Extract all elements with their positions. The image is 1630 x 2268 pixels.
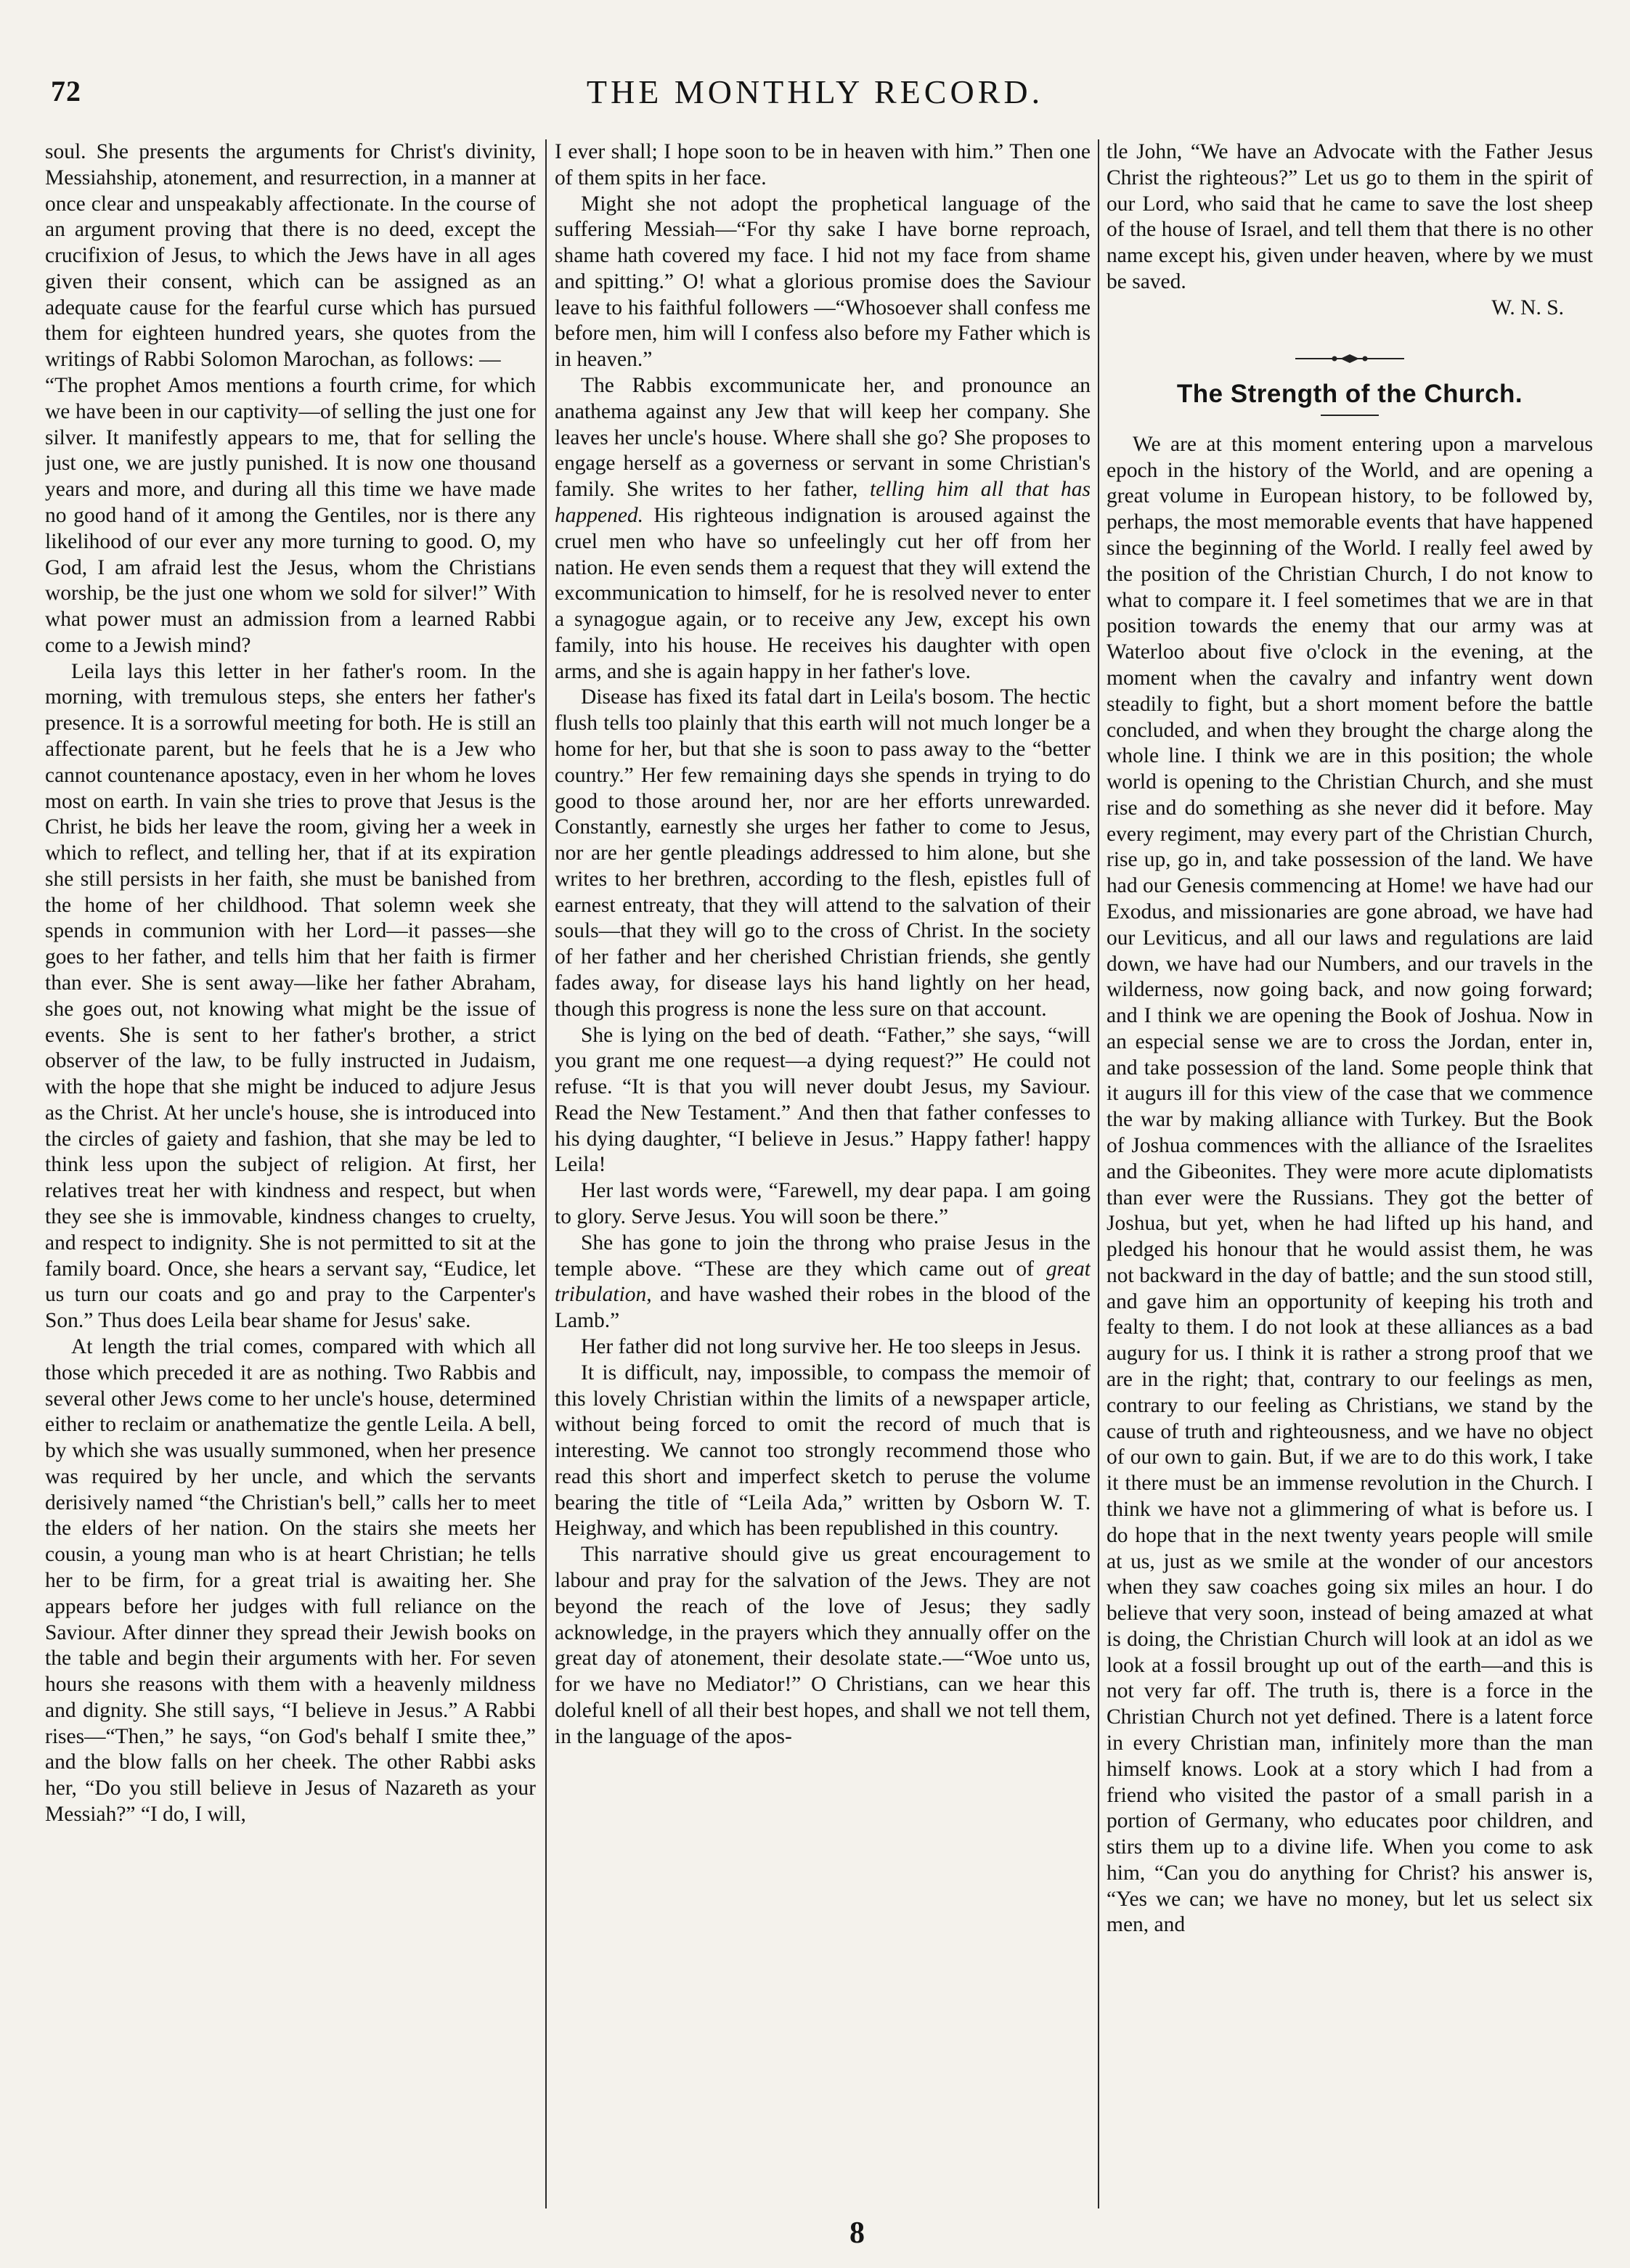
text-column-left [45, 139, 536, 2208]
text-run: His righteous indignation is aroused against the cruel men who have so unfeelingly cut her off from her nation. He even sends them a request that they will extend the excommunication to himself, for he is resolved never to enter a synagogue again, or to receive any Jew, except his own family, into his house. He receives his daughter with open arms, and she is again happy in her father's love. [555, 503, 1091, 683]
paragraph: It is difficult, nay, impossible, to compass the memoir of this lovely Christian within the limits of a newspaper article, without being forced to omit the record of much that is interesting. We cannot too strongly recommend those who read this short and imperfect sketch to peruse the volume bearing the title of “Leila Ada,” written by Osborn W. T. Heighway, and which has been republished in this country. [555, 1361, 1091, 1541]
text-run: The Rabbis excommunicate her, and pronounce an anathema against any Jew that will keep her company. She leaves her uncle's house. Where shall she go? She proposes to engage herself as a governess or servant in some Christian's family. She writes to her father, [555, 374, 1091, 502]
paragraph: She is lying on the bed of death. “Father,” she says, “will you grant me one request—a dying request?” He could not refuse. “It is that you will never doubt Jesus, my Saviour. Read the New Testament.” And then that father confesses to his dying daughter, “I believe in Jesus.” Happy father! happy Leila! [555, 1023, 1091, 1177]
paragraph: Her last words were, “Farewell, my dear papa. I am going to glory. Serve Jesus. You will soon be there.” [555, 1179, 1091, 1229]
paragraph: We are at this moment entering upon a marvelous epoch in the history of the World, and are opening a great volume in European history, to be followed by, perhaps, the most memorable events that have happened since the beginning of the World. I really feel awed by the position of the Christian Church, I do not know to what to compare it. I feel sometimes that we are in that position towards the enemy that our army was at Waterloo about five o'clock in the evening, at the moment when the cavalry and infantry went down steadily to fight, but a short moment before the battle concluded, and when they brought the charge along the whole line. I think we are in this position; the whole world is opening to the Christian Church, and she must rise and do something as she never did it before. May every regiment, may every part of the Christian Church, rise up, go in, and take possession of the land. We have had our Genesis commencing at Home! we have had our Exodus, and missionaries are gone abroad, we have had our Leviticus, and all our laws and regulations are laid down, we have had our Numbers, and our travels in the wilderness, now going back, and now going forward; and I think we are opening the Book of Joshua. Now in an especial sense we are to cross the Jordan, enter in, and take possession of the land. Some people think that it augurs ill for this view of the case that we commence the war by making alliance with Turkey. But the Book of Joshua commences with the alliance of the Israelites and the Gibeonites. They were more acute diplomatists than ever were the Russians. They got the better of Joshua, but yet, when he had lifted up his hand, and pledged his honour that he would assist them, he was not backward in the day of battle; and the sun stood still, and gave him an opportunity of keeping his troth and fealty to them. I do not look at these alliances as a bad augury for us. I think it is rather a strong proof that we are in the right; that, contrary to our feelings as men, contrary to our feeling as Christians, we stand by the cause of truth and righteousness, and we have no object of our own to gain. But, if we are to do this work, I take it there must be an immense revolution in the Church. I think we have not a glimmering of what is before us. I do hope that in the next twenty years people will smile at us, just as we smile at the wonder of our ancestors when they saw coaches going six miles an hour. I do believe that very soon, instead of being amazed at what is doing, the Christian Church will look at an idol as we look at a fossil brought up out of the earth—and this is not very far off. The truth is, there is a force in the Christian Church not yet defined. There is a latent force in every Christian man, infinitely more than the man himself knows. Look at a story which I had from a friend who visited the pastor of a small parish in a portion of Germany, who educates poor children, and stirs them up to a divine life. When you come to ask him, “Can you do anything for Christ? his answer is, “Yes we can; we have no money, but let us select six men, and [1107, 432, 1593, 1937]
page-header [51, 73, 1579, 123]
paragraph: soul. She presents the arguments for Christ's divinity, Messiahship, atonement, and resurrection, in a manner at once clear and unspeakably affectionate. In the course of an argument proving that there is no deed, except the crucifixion of Jesus, to which the Jews have in all ages given their consent, which can be assigned as an adequate cause for the fearful curse which has pursued them for eighteen hundred years, she quotes from the writings of Rabbi Solomon Marochan, as follows: — [45, 140, 536, 372]
author-initials: W. N. S. [1491, 295, 1564, 319]
paragraph: Leila lays this letter in her father's room. In the morning, with tremulous steps, she enters her father's presence. It is a sorrowful meeting for both. He is still an affectionate parent, but he feels that he is a Jew who cannot countenance apostacy, even in her whom he loves most on earth. In vain she tries to prove that Jesus is the Christ, he bids her leave the room, giving her a week in which to reflect, and telling her, that if at its expiration she still persists in her faith, she must be banished from the home of her childhood. That solemn week she spends in communion with her Lord—it passes—she goes to her father, and tells him that her faith is firmer than ever. She is sent away—like her father Abraham, she goes out, not knowing what might be the issue of events. She is sent to her father's brother, a strict observer of the law, to be fully instructed in Judaism, with the hope that she might be induced to adjure Jesus as the Christ. At her uncle's house, she is introduced into the circles of gaiety and fashion, that she may be led to think less upon the subject of religion. At first, her relatives treat her with kindness and respect, but when they see she is immovable, kindness changes to cruelty, and respect to indignity. She is not permitted to sit at the family board. Once, she hears a servant say, “Eudice, let us turn our coats and go and pray to the Carpenter's Son.” Thus does Leila bear shame for Jesus' sake. [45, 659, 536, 1333]
quotation-paragraph: “The prophet Amos mentions a fourth crime, for which we have been in our captivity—of selling the just one for silver. It manifestly appears to me, that for selling the just one, we are justly punished. It is now one thousand years and more, and during all this time we have made no good hand of it among the Gentiles, nor is there any likelihood of our ever any more turning to good. O, my God, I am afraid lest the Jesus, whom the Christians worship, be the just one whom we sold for silver!” With what power must an admission from a learned Rabbi come to a Jewish mind? [45, 374, 536, 657]
paragraph: Disease has fixed its fatal dart in Leila's bosom. The hectic flush tells too plainly that this earth will not much longer be a home for her, but that she is soon to pass away to the “better country.” Her few remaining days she spends in trying to do good to those around her, nor are her efforts unrewarded. Constantly, earnestly she urges her father to come to Jesus, nor are her gentle pleadings addressed to him alone, but she writes to her brethren, according to the flesh, epistles full of earnest entreaty, that they will attend to the salvation of their souls—that they will go to the cross of Christ. In the society of her father and her cherished Christian friends, she gently fades away, for disease lays his hand lightly on her head, though this progress is none the less sure on that account. [555, 685, 1091, 1021]
column-rule [1098, 139, 1099, 2208]
paragraph: tle John, “We have an Advocate with the Father Jesus Christ the righteous?” Let us go to them in the spirit of our Lord, who said that he came to save the lost sheep of the house of Israel, and tell them that there is no other name except his, given under heaven, where by we must be saved. [1107, 140, 1593, 293]
article-title: The Strength of the Church. [1176, 380, 1523, 409]
italic-run: great tribulation, [555, 1257, 1091, 1307]
paragraph: At length the trial comes, compared with which all those which preceded it are as nothing. Two Rabbis and several other Jews come to her uncle's house, determined either to reclaim or anathematize the gentle Leila. A bell, by which she was usually summoned, when her presence was required by her uncle, and which the servants derisively named “the Christian's bell,” calls her to meet the elders of her nation. On the stairs she meets her cousin, a young man who is at heart Christian; he tells her to be firm, for a great trial is awaiting her. She appears before her judges with full reliance on the Saviour. After dinner they spread their Jewish books on the table and begin their arguments with her. For seven hours she reasons with them with a heavenly mildness and dignity. She still says, “I believe in Jesus.” A Rabbi rises—“Then,” he says, “on God's behalf I smite thee,” and the blow falls on her cheek. The other Rabbi asks her, “Do you still believe in Jesus of Nazareth as your Messiah?” “I do, I will, [45, 1334, 536, 1826]
printer-signature-mark: 8 [849, 2216, 865, 2250]
running-title: THE MONTHLY RECORD. [586, 73, 1044, 110]
title-rule [1321, 415, 1379, 416]
ornament-divider [1107, 353, 1593, 364]
paragraph: This narrative should give us great encouragement to labour and pray for the salvation of the Jews. They are not beyond the reach of the love of Jesus; they sadly acknowledge, in the prayers which they annually offer on the great day of atonement, their desolate state.—“Woe unto us, for we have no Mediator!” O Christians, can we hear this doleful knell of all their best hopes, and shall we not tell them, in the language of the apos- [555, 1543, 1091, 1748]
text-run: and have washed their robes in the blood of the Lamb.” [555, 1283, 1091, 1333]
paragraph: Might she not adopt the prophetical language of the suffering Messiah—“For thy sake I have borne reproach, shame hath covered my face. I hid not my face from shame and spitting.” O! what a glorious promise does the Saviour leave to his faithful followers —“Whosoever shall confess me before men, him will I confess also before my Father which is in heaven.” [555, 192, 1091, 372]
text-run: She has gone to join the throng who praise Jesus in the temple above. “These are they which came out of [555, 1231, 1091, 1281]
paragraph [555, 1231, 1091, 1334]
paragraph: Her father did not long survive her. He too sleeps in Jesus. [581, 1334, 1082, 1358]
text-column-right [1107, 139, 1593, 2208]
page-number: 72 [51, 75, 81, 107]
italic-run: telling him all that has happened. [555, 478, 1091, 527]
paragraph [555, 373, 1091, 685]
column-rule [545, 139, 547, 2208]
ornament-rule-icon [1295, 353, 1404, 364]
signature-line [1107, 295, 1593, 322]
text-column-middle [555, 139, 1091, 2208]
paragraph: I ever shall; I hope soon to be in heaven with him.” Then one of them spits in her face. [555, 140, 1091, 189]
